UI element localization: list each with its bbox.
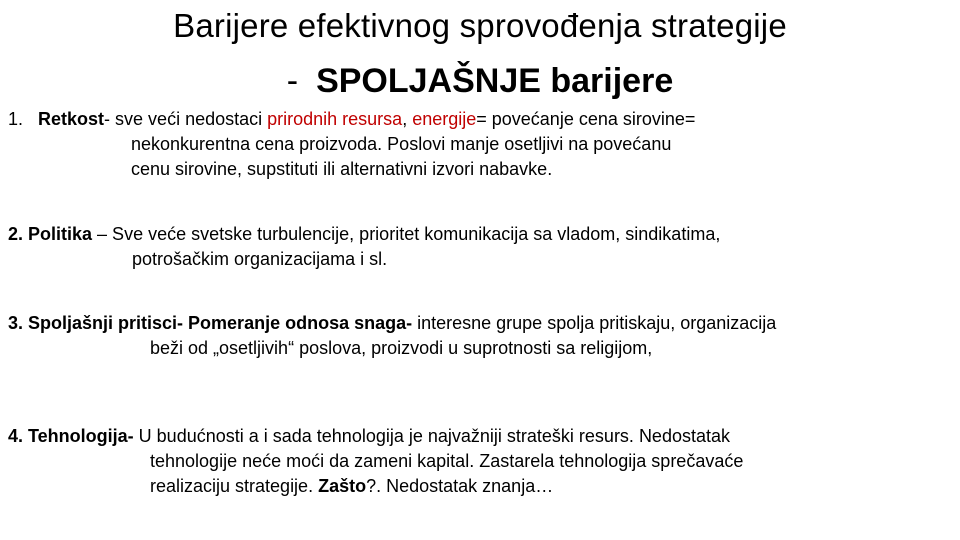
slide-subtitle [0, 60, 960, 102]
slide-title: Barijere efektivnog sprovođenja strategije [173, 7, 787, 44]
highlight-energy: energije [412, 109, 477, 129]
subtitle-text: SPOLJAŠNJE barijere [316, 62, 674, 100]
item-line: nekonkurentna cena proizvoda. Poslovi manje osetljivi na povećanu [131, 134, 672, 154]
item-line: potrošačkim organizacijama i sl. [132, 249, 388, 269]
item-line [8, 222, 720, 247]
barrier-item-tehnologija [8, 424, 743, 499]
item-text: – Sve veće svetske turbulencije, prioritet komunikacija sa vladom, sindikatima, [92, 224, 721, 244]
barrier-item-retkost [8, 107, 695, 182]
item-line [8, 311, 776, 336]
subtitle-dash: - [286, 62, 299, 100]
item-heading: 2. Politika [8, 224, 93, 244]
item-text: ?. Nedostatak znanja… [366, 476, 554, 496]
item-text: interesne grupe spolja pritiskaju, organizacija [412, 313, 777, 333]
item-text: - sve veći nedostaci [104, 109, 268, 129]
item-line: beži od „osetljivih“ poslova, proizvodi u suprotnosti sa religijom, [150, 338, 653, 358]
barrier-item-pritisci [8, 311, 776, 361]
emphasis-zasto: Zašto [318, 476, 367, 496]
item-number: 1. [8, 109, 24, 129]
highlight-resources: prirodnih resursa [267, 109, 403, 129]
item-text: realizaciju strategije. [150, 476, 319, 496]
item-line [8, 107, 695, 132]
item-text: = povećanje cena sirovine= [476, 109, 696, 129]
item-heading: Retkost [38, 109, 105, 129]
item-heading: 3. Spoljašnji pritisci- Pomeranje odnosa snaga- [8, 313, 413, 333]
barrier-item-politika [8, 222, 720, 272]
item-line: cenu sirovine, supstituti ili alternativni izvori nabavke. [131, 159, 553, 179]
item-line: tehnologije neće moći da zameni kapital. Zastarela tehnologija sprečavaće [150, 451, 744, 471]
item-line [8, 474, 743, 499]
item-text: U budućnosti a i sada tehnologija je najvažniji strateški resurs. Nedostatak [133, 426, 730, 446]
item-text: , [402, 109, 413, 129]
item-line [8, 424, 743, 449]
item-heading: 4. Tehnologija- [8, 426, 134, 446]
